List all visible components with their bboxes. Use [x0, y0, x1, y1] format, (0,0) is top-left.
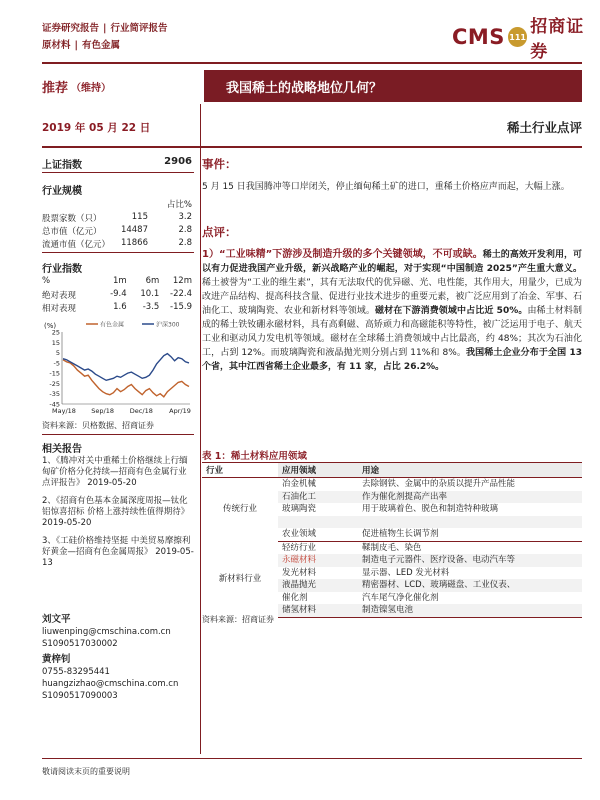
table-use: 鞣制皮毛、染色	[362, 542, 422, 553]
chart-y-tick-label: -35	[49, 390, 60, 399]
analyst-name: 黄梓钊	[42, 654, 71, 665]
table-use: 制造镍氢电池	[358, 604, 582, 617]
analyst-name: 刘文平	[42, 614, 71, 625]
table-row	[202, 478, 582, 491]
scale-row-value: 14487	[120, 225, 148, 235]
header-rule	[42, 62, 582, 64]
table-field: 液晶抛光	[278, 579, 358, 592]
table-title: 表 1：稀土材料应用领域	[202, 451, 307, 462]
chart-x-tick-label: Sep/18	[91, 407, 115, 415]
perf-header-row	[42, 276, 192, 289]
related-report	[42, 456, 194, 489]
chart-y-tick-label: 15	[51, 338, 60, 347]
table-field: 冶金机械	[282, 479, 317, 489]
analyst-card	[42, 614, 194, 650]
comment-heading: 点评：	[202, 225, 237, 239]
related-heading: 相关报告	[42, 444, 82, 455]
chart-y-tick-label: -25	[49, 379, 60, 388]
scale-row-pct: 3.2	[178, 212, 192, 222]
para-bold-1: 稀土的高效开发利用，可以有力促进我国产业升级，新兴战略产业的崛起，对于实现“中国制造 2025”产生重大意义。	[202, 250, 582, 274]
analyst-phone: 0755-83295441	[42, 667, 110, 677]
para-normal-2: 由稀土材料制成的稀土铁钕硼永磁材料，具有高剩磁、高矫顽力和高磁能积等特性，被广泛运用于电子、航天工业和驱动风力发电机等领域。磁材在全球稀土消费领域中占比最高，约 48%；其次为石油化工，占到 12%。而玻璃陶瓷和液晶抛光则分别占到 11%和 8%。	[202, 306, 582, 358]
perf-col-header: 6m	[145, 276, 160, 286]
analyst-cert: S1090517030002	[42, 639, 118, 649]
report-header: 证券研究报告 | 行业简评报告 原材料 | 有色金属	[42, 23, 168, 51]
scale-row-name: 总市值（亿元）	[42, 227, 102, 237]
table-use: 精密器材、LCD、玻璃磁盘、工业仪表、	[358, 579, 582, 592]
chart-series-line-1	[63, 354, 189, 381]
analyst-cert: S1090517090003	[42, 691, 118, 701]
chart-legend-label: 沪深300	[156, 321, 180, 329]
table-use: 作为催化剂提高产出率	[358, 491, 582, 504]
related-report-title: 3、《工硅价格维持坚挺 中美贸易摩擦利好黄金—招商有色金属周报》	[42, 536, 191, 557]
table-field: 催化剂	[282, 592, 308, 603]
table-use: 促进植物生长调节剂	[358, 528, 582, 541]
related-report-date: 2019-05-20	[87, 478, 137, 488]
related-report-date: 2019-05-13	[42, 547, 194, 568]
application-table	[202, 462, 582, 618]
table-use: 制造电子元器件、医疗设备、电动汽车等	[358, 554, 582, 567]
perf-row-name: 绝对表现	[42, 291, 77, 301]
perf-col-header: %	[42, 276, 51, 286]
comment-body	[202, 248, 582, 374]
logo-badge: 111	[508, 27, 527, 47]
perf-row-12m: -15.9	[170, 302, 192, 312]
table-use	[358, 516, 582, 529]
event-heading: 事件：	[202, 157, 237, 171]
table-header-use: 用途	[358, 463, 582, 478]
cms-logo	[452, 17, 600, 62]
analyst-email: liuwenping@cmschina.com.cn	[42, 627, 171, 637]
chart-x-tick-label: Apr/19	[169, 407, 191, 415]
related-report	[42, 496, 194, 529]
rating-label: 推荐	[42, 80, 69, 96]
rating-sub: （维持）	[71, 82, 112, 94]
perf-row-1m: -9.4	[110, 289, 127, 299]
table-header-industry: 行业	[202, 463, 278, 478]
table-use: 汽车尾气净化催化剂	[362, 592, 439, 603]
rating	[42, 70, 202, 102]
report-type: 证券研究报告	[42, 23, 100, 34]
scale-row-pct: 2.8	[178, 225, 192, 235]
table-field: 发光材料	[282, 567, 317, 578]
perf-row	[42, 289, 192, 302]
analyst-email: huangzizhao@cmschina.com.cn	[42, 679, 179, 689]
table-field: 石油化工	[278, 491, 358, 504]
column-divider	[200, 104, 201, 754]
logo-text: CMS	[452, 25, 505, 49]
para-normal-1: 稀土被誉为“工业的维生素”，其有无法取代的优异磁、光、电性能，其作用大，用量少，已成为改进产品结构、提高科技含量、促进行业技术进步的重要元素，被广泛应用到了冶金、军事、石油化工、玻璃陶瓷、农业和新材料等领域。	[202, 278, 582, 316]
divider	[42, 252, 194, 253]
chart-y-tick-label: 25	[51, 328, 60, 337]
table-field: 储氢材料	[278, 604, 358, 617]
chart-y-tick-label: -5	[53, 359, 60, 368]
scale-heading: 行业规模	[42, 186, 82, 197]
perf-row	[42, 302, 192, 315]
table-use: 用于玻璃着色、脱色和制造特种玻璃	[362, 504, 499, 514]
related-report-title: 2、《招商有色基本金属深度周报—钛化铝惊喜招标 价格上涨持续性值得期待》	[42, 496, 190, 517]
table-use: 去除钢铁、金属中的杂质以提升产品性能	[362, 479, 516, 489]
report-subtype: 行业简评报告	[110, 23, 168, 34]
related-report-date: 2019-05-20	[42, 518, 92, 528]
chart-y-tick-label: -15	[49, 369, 60, 378]
table-field: 永磁材料	[278, 554, 358, 567]
scale-row	[42, 212, 192, 225]
table-field: 农业领域	[278, 528, 358, 541]
date-rule	[42, 146, 582, 148]
chart-series-line-0	[63, 360, 189, 397]
perf-row-6m: 10.1	[140, 289, 160, 299]
scale-row	[42, 238, 192, 251]
scale-unit: 占比%	[166, 200, 192, 210]
chart-y-tick-label: -45	[49, 400, 60, 409]
industry-trend-chart	[42, 318, 194, 418]
para-bold-3: 我国稀土企业分布于全国 13 个省，其中江西省稀土企业最多，有 11 家，占比 26.2%。	[202, 348, 582, 372]
index-value: 2906	[164, 156, 192, 167]
related-report-title: 1、《腾冲对关中重稀土价格继续上行缅甸矿价格分化持续—招商有色金属行业点评报告》	[42, 456, 188, 488]
chart-legend-label: 有色金属	[100, 321, 125, 329]
subsector: 有色金属	[82, 40, 121, 51]
related-report	[42, 536, 194, 569]
table-source: 资料来源：招商证券	[202, 615, 274, 624]
divider	[42, 172, 194, 173]
perf-col-header: 12m	[172, 276, 192, 286]
point-title: 1）“工业味精”下游涉及制造升级的多个关键领域，不可或缺。	[202, 249, 483, 260]
scale-row-value: 11866	[120, 238, 148, 248]
logo-zh: 招商证券	[530, 17, 585, 62]
report-date: 2019 年 05 月 22 日	[42, 122, 151, 134]
perf-row-1m: 1.6	[113, 302, 127, 312]
perf-row-12m: -22.4	[170, 289, 192, 299]
index-label: 上证指数	[42, 160, 82, 171]
sector: 原材料	[42, 40, 71, 51]
para-bold-2: 磁材在下游消费领域中占比近 50%。	[375, 306, 528, 316]
event-text: 5 月 15 日我国腾冲等口岸闭关，停止缅甸稀土矿的进口，重稀土价格应声而起，大幅上涨。	[202, 182, 570, 192]
chart-y-unit: (%)	[44, 322, 57, 330]
perf-heading: 行业指数	[42, 264, 82, 275]
analyst-card	[42, 654, 194, 702]
footer-rule	[42, 758, 582, 759]
table-field: 玻璃陶瓷	[282, 504, 317, 514]
index-row	[42, 156, 192, 171]
scale-row	[42, 225, 192, 238]
divider	[42, 434, 194, 435]
table-category: 新材料行业	[218, 573, 262, 584]
report-title: 我国稀土的战略地位几何？	[204, 70, 582, 102]
scale-row-pct: 2.8	[178, 238, 192, 248]
scale-row-value: 115	[131, 212, 148, 222]
section-title: 稀土行业点评	[506, 120, 582, 135]
perf-col-header: 1m	[112, 276, 127, 286]
chart-x-tick-label: May/18	[52, 407, 76, 415]
chart-source: 资料来源：贝格数据、招商证券	[42, 421, 154, 430]
table-row	[202, 541, 582, 554]
scale-row-name: 流通市值（亿元）	[42, 240, 111, 250]
perf-row-6m: -3.5	[142, 302, 160, 312]
table-field	[278, 516, 358, 529]
table-category: 传统行业	[222, 504, 257, 515]
table-header-field: 应用领域	[278, 463, 358, 478]
perf-row-name: 相对表现	[42, 304, 77, 314]
chart-x-tick-label: Dec/18	[129, 407, 153, 415]
footnote: 敬请阅读末页的重要说明	[42, 767, 130, 776]
scale-row-name: 股票家数（只）	[42, 214, 102, 224]
table-use: 显示器、LED 发光材料	[362, 567, 450, 578]
chart-y-tick-label: 5	[55, 349, 60, 358]
table-field: 轻纺行业	[282, 542, 317, 553]
